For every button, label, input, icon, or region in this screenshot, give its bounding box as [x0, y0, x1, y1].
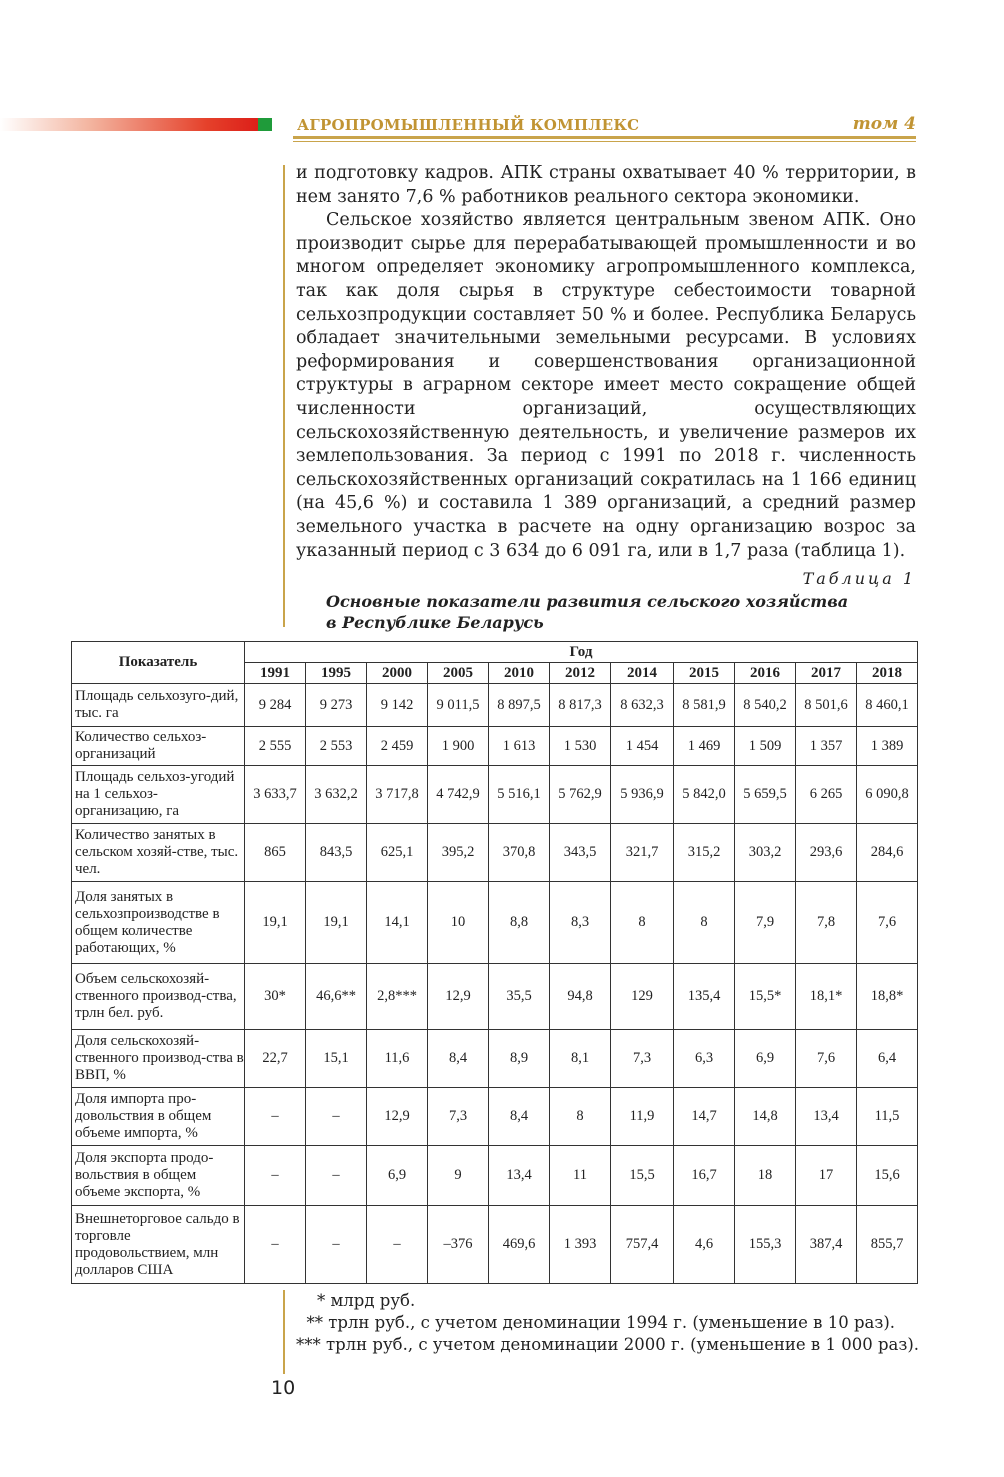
table-cell: 4,6: [674, 1206, 735, 1284]
table-cell: 2 555: [245, 727, 306, 766]
table-cell: 155,3: [735, 1206, 796, 1284]
row-label: Доля сельскохозяй-ственного производ-ства в ВВП, %: [72, 1030, 245, 1088]
table-cell: 22,7: [245, 1030, 306, 1088]
table-cell: 6 265: [796, 766, 857, 824]
table-cell: 5 516,1: [489, 766, 550, 824]
table-cell: 8 817,3: [550, 684, 611, 727]
table-cell: 11,6: [367, 1030, 428, 1088]
header-year: Год: [245, 642, 918, 663]
table-cell: –: [306, 1206, 367, 1284]
table-cell: 18,8*: [857, 964, 918, 1030]
table-row: [72, 1088, 918, 1146]
table-cell: 8,1: [550, 1030, 611, 1088]
table-cell: 1 530: [550, 727, 611, 766]
table-cell: 7,3: [611, 1030, 674, 1088]
table-cell: 8,4: [428, 1030, 489, 1088]
table-cell: –376: [428, 1206, 489, 1284]
table-row: [72, 824, 918, 882]
table-cell: 10: [428, 882, 489, 964]
table-cell: 11,5: [857, 1088, 918, 1146]
footnotes: [296, 1290, 919, 1356]
table-cell: 12,9: [367, 1088, 428, 1146]
year-header: 2017: [796, 663, 857, 684]
table-cell: 6,9: [735, 1030, 796, 1088]
table-cell: –: [306, 1088, 367, 1146]
row-label: Объем сельскохозяй-ственного производ-ства, трлн бел. руб.: [72, 964, 245, 1030]
table-cell: –: [306, 1146, 367, 1206]
table-cell: 9 142: [367, 684, 428, 727]
table-cell: 35,5: [489, 964, 550, 1030]
table-cell: 370,8: [489, 824, 550, 882]
table-cell: 7,8: [796, 882, 857, 964]
table-cell: 94,8: [550, 964, 611, 1030]
margin-rule-bottom: [283, 1290, 285, 1374]
header-green-square: [258, 118, 272, 131]
table-cell: 5 936,9: [611, 766, 674, 824]
table-cell: 8 581,9: [674, 684, 735, 727]
table-cell: 8 460,1: [857, 684, 918, 727]
page-number: 10: [271, 1377, 296, 1399]
row-label: Площадь сельхозуго-дий, тыс. га: [72, 684, 245, 727]
table-cell: 8: [550, 1088, 611, 1146]
paragraph-1: и подготовку кадров. АПК страны охватывает 40 % территории, в нем занято 7,6 % работников реального сектора экономики.: [296, 163, 916, 207]
year-header: 2015: [674, 663, 735, 684]
footnote-2: ** трлн руб., с учетом деноминации 1994 г. (уменьшение в 10 раз).: [296, 1313, 896, 1332]
table-cell: 1 357: [796, 727, 857, 766]
table-cell: 9 011,5: [428, 684, 489, 727]
table-title-line-1: Основные показатели развития сельского хозяйства: [326, 592, 849, 611]
table-cell: 6,9: [367, 1146, 428, 1206]
running-header-title: АГРОПРОМЫШЛЕННЫЙ КОМПЛЕКС: [297, 116, 640, 134]
table-cell: 8 632,3: [611, 684, 674, 727]
table-cell: 17: [796, 1146, 857, 1206]
table-cell: 1 613: [489, 727, 550, 766]
table-cell: 7,6: [796, 1030, 857, 1088]
row-label: Доля экспорта продо-вольствия в общем объеме экспорта, %: [72, 1146, 245, 1206]
indicators-table: [71, 641, 918, 1284]
table-row: [72, 1206, 918, 1284]
table-cell: 8 897,5: [489, 684, 550, 727]
row-label: Количество сельхоз-организаций: [72, 727, 245, 766]
table-cell: 3 632,2: [306, 766, 367, 824]
table-cell: 293,6: [796, 824, 857, 882]
table-cell: 18: [735, 1146, 796, 1206]
table-cell: 9 284: [245, 684, 306, 727]
body-text: [296, 162, 916, 563]
table-cell: 9: [428, 1146, 489, 1206]
year-header: 2014: [611, 663, 674, 684]
table-cell: 15,1: [306, 1030, 367, 1088]
table-cell: 30*: [245, 964, 306, 1030]
table-cell: 7,3: [428, 1088, 489, 1146]
table-row: [72, 684, 918, 727]
table-cell: 8,3: [550, 882, 611, 964]
table-cell: 12,9: [428, 964, 489, 1030]
table-cell: 13,4: [489, 1146, 550, 1206]
table-cell: 19,1: [306, 882, 367, 964]
table-label: Таблица 1: [802, 569, 916, 588]
year-header: 2012: [550, 663, 611, 684]
table-cell: 15,6: [857, 1146, 918, 1206]
header-rule: [293, 136, 916, 139]
table-cell: 8,4: [489, 1088, 550, 1146]
header-gradient-bar: [0, 118, 258, 131]
table-cell: 284,6: [857, 824, 918, 882]
row-label: Доля занятых в сельхозпроизводстве в общем количестве работающих, %: [72, 882, 245, 964]
table-row: [72, 882, 918, 964]
year-header: 2000: [367, 663, 428, 684]
table-cell: 5 842,0: [674, 766, 735, 824]
table-cell: 1 469: [674, 727, 735, 766]
running-header-volume: том 4: [852, 114, 916, 134]
table-row: [72, 1030, 918, 1088]
table-cell: –: [367, 1206, 428, 1284]
table-row: [72, 1146, 918, 1206]
table-cell: 757,4: [611, 1206, 674, 1284]
margin-rule-top: [283, 165, 285, 627]
table-cell: 13,4: [796, 1088, 857, 1146]
year-header: 2005: [428, 663, 489, 684]
table-cell: 387,4: [796, 1206, 857, 1284]
table-cell: 3 717,8: [367, 766, 428, 824]
header-rule-thin: [293, 141, 916, 142]
table-cell: 5 762,9: [550, 766, 611, 824]
table-cell: 19,1: [245, 882, 306, 964]
table-cell: 1 389: [857, 727, 918, 766]
table-cell: 8 540,2: [735, 684, 796, 727]
table-cell: 469,6: [489, 1206, 550, 1284]
table-cell: 129: [611, 964, 674, 1030]
table-cell: 14,8: [735, 1088, 796, 1146]
table-cell: –: [245, 1146, 306, 1206]
footnote-3: *** трлн руб., с учетом деноминации 2000 г. (уменьшение в 1 000 раз).: [296, 1335, 920, 1354]
table-cell: 8,8: [489, 882, 550, 964]
year-header: 2016: [735, 663, 796, 684]
year-header: 1995: [306, 663, 367, 684]
table-cell: 14,1: [367, 882, 428, 964]
table-cell: 1 454: [611, 727, 674, 766]
table-cell: 343,5: [550, 824, 611, 882]
table-cell: 865: [245, 824, 306, 882]
table-cell: 46,6**: [306, 964, 367, 1030]
table-cell: 8: [611, 882, 674, 964]
table-cell: 6,4: [857, 1030, 918, 1088]
table-cell: 135,4: [674, 964, 735, 1030]
table-cell: 303,2: [735, 824, 796, 882]
row-label: Внешнеторговое сальдо в торговле продовольствием, млн долларов США: [72, 1206, 245, 1284]
paragraph-2: Сельское хозяйство является центральным звеном АПК. Оно производит сырье для перерабатывающей промышленности и во многом определяет экономику агропромышленного комплекса, так как доля сырья в структуре себестоимости товарной сельхозпродукции составляет 50 % и более. Республика Беларусь обладает значительными земельными ресурсами. В условиях реформирования и совершенствования организационной структуры в аграрном секторе имеет место сокращение общей численности организаций, осуществляющих сельскохозяйственную деятельность, и увеличение размеров их землепользования. За период с 1991 по 2018 г. численность сельскохозяйственных организаций сократилась на 1 166 единиц (на 45,6 %) и составила 1 389 организаций, а средний размер земельного участка в расчете на одну организацию возрос за указанный период с 3 634 до 6 091 га, или в 1,7 раза (таблица 1).: [296, 210, 916, 561]
table-cell: 321,7: [611, 824, 674, 882]
table-cell: 1 509: [735, 727, 796, 766]
table-cell: 11,9: [611, 1088, 674, 1146]
table-cell: 625,1: [367, 824, 428, 882]
table-cell: 2 459: [367, 727, 428, 766]
table-title: [326, 591, 886, 633]
row-label: Площадь сельхоз-угодий на 1 сельхоз-организацию, га: [72, 766, 245, 824]
table-row: [72, 766, 918, 824]
table-cell: 8 501,6: [796, 684, 857, 727]
table-title-line-2: в Республике Беларусь: [326, 613, 544, 632]
table-cell: 15,5*: [735, 964, 796, 1030]
table-cell: 2 553: [306, 727, 367, 766]
table-row: [72, 964, 918, 1030]
table-cell: –: [245, 1088, 306, 1146]
year-header: 2010: [489, 663, 550, 684]
table-cell: 14,7: [674, 1088, 735, 1146]
table-cell: 843,5: [306, 824, 367, 882]
table-cell: 16,7: [674, 1146, 735, 1206]
table-cell: 3 633,7: [245, 766, 306, 824]
footnote-1: * млрд руб.: [296, 1291, 416, 1310]
table-cell: 1 393: [550, 1206, 611, 1284]
table-cell: 7,6: [857, 882, 918, 964]
table-cell: 395,2: [428, 824, 489, 882]
header-indicator: Показатель: [72, 642, 245, 684]
table-cell: 9 273: [306, 684, 367, 727]
table-cell: 15,5: [611, 1146, 674, 1206]
year-header: 2018: [857, 663, 918, 684]
table-cell: 7,9: [735, 882, 796, 964]
table-cell: 4 742,9: [428, 766, 489, 824]
table-cell: 8,9: [489, 1030, 550, 1088]
table-cell: 315,2: [674, 824, 735, 882]
table-cell: 1 900: [428, 727, 489, 766]
table-cell: 5 659,5: [735, 766, 796, 824]
table-cell: 8: [674, 882, 735, 964]
table-cell: 11: [550, 1146, 611, 1206]
year-header: 1991: [245, 663, 306, 684]
table-cell: 18,1*: [796, 964, 857, 1030]
row-label: Доля импорта про-довольствия в общем объеме импорта, %: [72, 1088, 245, 1146]
table-cell: 2,8***: [367, 964, 428, 1030]
row-label: Количество занятых в сельском хозяй-стве, тыс. чел.: [72, 824, 245, 882]
table-cell: 6,3: [674, 1030, 735, 1088]
table-cell: –: [245, 1206, 306, 1284]
table-cell: 6 090,8: [857, 766, 918, 824]
table-cell: 855,7: [857, 1206, 918, 1284]
table-row: [72, 727, 918, 766]
